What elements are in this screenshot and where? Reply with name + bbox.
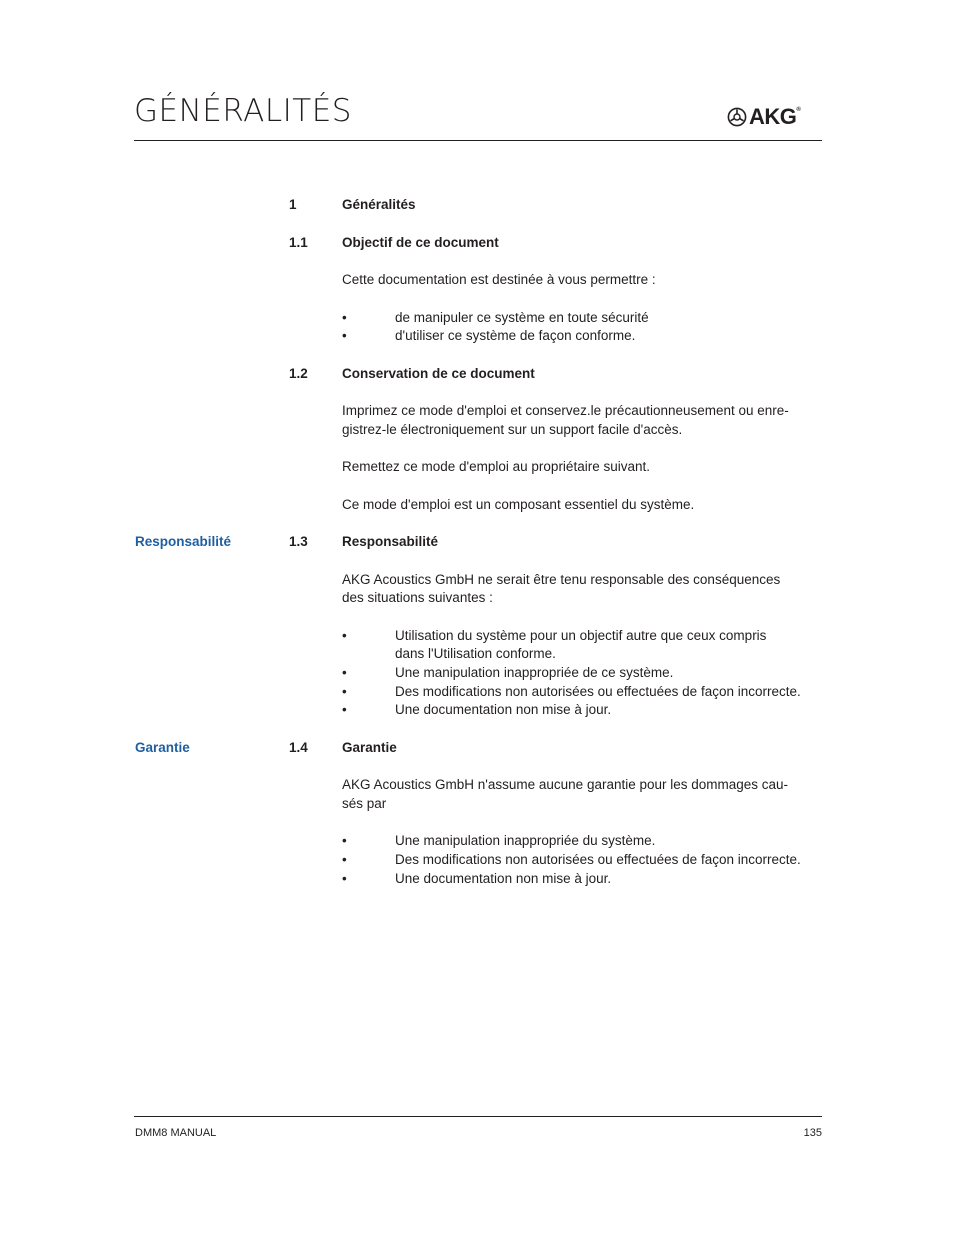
paragraph-line: sés par <box>342 796 387 811</box>
section-number: 1.2 <box>289 366 308 381</box>
list-item: Des modifications non autorisées ou effectuées de façon incorrecte. <box>395 684 801 699</box>
paragraph-line: gistrez-le électroniquement sur un support facile d'accès. <box>342 422 683 437</box>
bullet-symbol: • <box>342 684 347 699</box>
list-item: de manipuler ce système en toute sécurité <box>395 310 649 325</box>
paragraph-line: AKG Acoustics GmbH n'assume aucune garantie pour les dommages cau- <box>342 777 789 792</box>
section-number: 1.1 <box>289 235 308 250</box>
paragraph: Remettez ce mode d'emploi au propriétaire suivant. <box>342 459 650 474</box>
list-item: d'utiliser ce système de façon conforme. <box>395 328 636 343</box>
section-heading: Généralités <box>342 197 416 212</box>
akg-logo <box>727 106 800 128</box>
bullet-symbol: • <box>342 833 347 848</box>
paragraph: Ce mode d'emploi est un composant essentiel du système. <box>342 497 695 512</box>
bullet-symbol: • <box>342 871 347 886</box>
list-item: Une manipulation inappropriée de ce système. <box>395 665 674 680</box>
list-item: Une manipulation inappropriée du système. <box>395 833 656 848</box>
bullet-symbol: • <box>342 665 347 680</box>
paragraph-line: des situations suivantes : <box>342 590 493 605</box>
list-item-line: Utilisation du système pour un objectif autre que ceux compris <box>395 628 767 643</box>
footer-divider <box>134 1116 822 1117</box>
list-item-line: dans l'Utilisation conforme. <box>395 646 556 661</box>
section-number: 1 <box>289 197 297 212</box>
bullet-symbol: • <box>342 702 347 717</box>
list-item: Une documentation non mise à jour. <box>395 871 612 886</box>
section-heading: Objectif de ce document <box>342 235 499 250</box>
bullet-symbol: • <box>342 328 347 343</box>
section-heading: Conservation de ce document <box>342 366 535 381</box>
paragraph: Cette documentation est destinée à vous permettre : <box>342 272 656 287</box>
bullet-symbol: • <box>342 852 347 867</box>
page-title: GÉNÉRALITÉS <box>134 93 352 129</box>
section-heading: Responsabilité <box>342 534 439 549</box>
logo-text: AKG® <box>749 104 801 129</box>
section-heading: Garantie <box>342 740 397 755</box>
bullet-symbol: • <box>342 628 347 643</box>
bullet-symbol: • <box>342 310 347 325</box>
paragraph-line: AKG Acoustics GmbH ne serait être tenu responsable des conséquences <box>342 572 781 587</box>
footer-manual-name: DMM8 MANUAL <box>135 1127 217 1139</box>
list-item: Des modifications non autorisées ou effectuées de façon incorrecte. <box>395 852 801 867</box>
logo-registered-mark: ® <box>796 107 801 113</box>
section-number: 1.4 <box>289 740 308 755</box>
header-divider <box>134 140 822 141</box>
akg-emblem-icon <box>727 107 747 127</box>
section-number: 1.3 <box>289 534 308 549</box>
margin-label-responsabilite: Responsabilité <box>135 534 232 549</box>
list-item: Une documentation non mise à jour. <box>395 702 612 717</box>
paragraph-line: Imprimez ce mode d'emploi et conservez.le précautionneusement ou enre- <box>342 403 789 418</box>
margin-label-garantie: Garantie <box>135 740 190 755</box>
page-number: 135 <box>803 1127 822 1139</box>
